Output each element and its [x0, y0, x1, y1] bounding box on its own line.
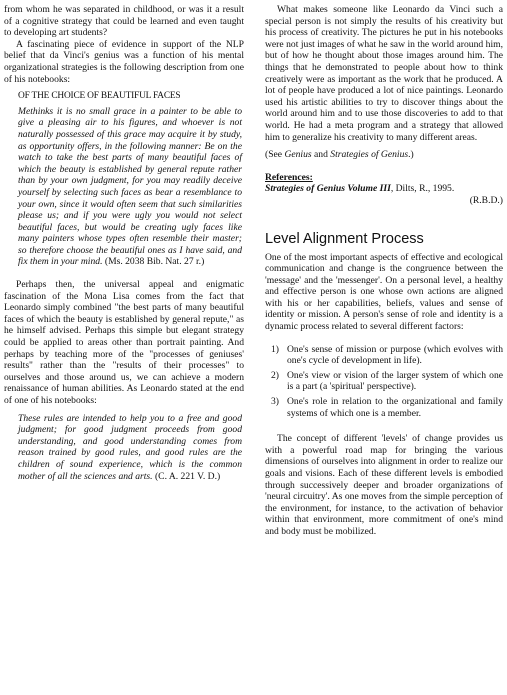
paragraph: The concept of different 'levels' of change provides us with a powerful road map for bringing the various dimensions of ourselves into alignment in order to realize our goals and visions. Each of these different levels is embodied through successively deeper and broader organizations of 'neural circuitry'. As one moves from the simple perception of the environment, for instance, to the activation of behavior within that environment, more commitment of one's mind and body must be mobilized.	[265, 433, 503, 537]
quote-citation: (Ms. 2038 Bib. Nat. 27 r.)	[104, 256, 205, 268]
author-initials: (R.B.D.)	[469, 194, 503, 206]
list-item	[265, 370, 503, 393]
paragraph: What makes someone like Leonardo da Vinci such a special person is not simply the results of his creativity but his process of creativity. The pictures he put in his notebooks were not just images of what he saw in the world around him, but of how he thought about those images around him. The things that he demonstrated to people about how to think creatively were as important as the work that he produced. A lot of people have produced a lot of nice paintings. Leonardo used his artistic abilities to try to discover things about the world around him and to use those discoveries to add to that world. He had a meta program and a strategy that allowed him to generalize his creativity to many different areas.	[265, 4, 503, 143]
quote-text	[18, 106, 242, 268]
reference-entry	[265, 183, 503, 195]
list-text: One's role in relation to the organizational and family systems of which one is a member.	[287, 396, 503, 419]
notebook-quote	[18, 413, 242, 483]
reference-details: , Dilts, R., 1995.	[390, 183, 455, 195]
paragraph: Perhaps then, the universal appeal and enigmatic fascination of the Mona Lisa comes from the fact that Leonardo simply combined "the best parts of many beautiful faces of which the beauty is established by general repute," as he himself advised. Perhaps this simple but elegant strategy could be applied to areas other than portrait painting. And perhaps by teaching more of the "processes of geniuses' results" rather than the "results of their processes" to ourselves and those around us, we can achieve a modern renaissance of human abilities. As Leonardo stated at the end of one of his notebooks:	[4, 279, 244, 406]
see-also	[265, 149, 503, 161]
list-text: One's view or vision of the larger system of which one is a part (a 'spiritual' perspective).	[287, 369, 503, 393]
section-title: Level Alignment Process	[265, 230, 424, 247]
references-heading: References:	[265, 171, 313, 183]
right-column	[265, 4, 503, 538]
list-number: 2)	[271, 369, 279, 381]
list-number: 3)	[271, 396, 279, 408]
see-also-link-genius: Genius	[284, 149, 312, 161]
notebook-quote	[18, 91, 242, 268]
quote-title: OF THE CHOICE OF BEAUTIFUL FACES	[18, 91, 181, 102]
see-also-suffix: .)	[408, 149, 414, 161]
see-also-link-strategies: Strategies of Genius	[330, 149, 409, 161]
paragraph: from whom he was separated in childhood, or was it a result of a cognitive strategy that could be learned and even taught to developing art students?	[4, 4, 244, 39]
reference-title: Strategies of Genius Volume III	[265, 183, 391, 195]
quote-citation: (C. A. 221 V. D.)	[154, 470, 221, 482]
left-column	[4, 4, 244, 482]
quote-text	[18, 413, 242, 483]
quote-body: Methinks it is no small grace in a painter to be able to give a pleasing air to his figures, and whoever is not naturally possessed of this grace may acquire it by study, as opportunity offers, in the following manner: Be on the watch to take the best parts of many beautiful faces of which the beauty is established by general repute rather than by your own judgment, for you may readily deceive yourself by selecting such faces as bear a resemblance to your own, since it would often seem that such similarities please us; and if you were ugly you would not select beautiful faces, but would be creating ugly faces like many painters whose types often resemble their master; so therefore choose the beautiful ones as I have said, and fix them in your mind.	[18, 105, 242, 268]
paragraph: One of the most important aspects of effective and ecological communication and change is the congruence between the 'message' and the 'messenger'. On a personal level, a healthy and effective person is one whose own actions are aligned with his or her capabilities, beliefs, values and sense of identity or mission. A person's sense of role and identity is a dynamic process related to several different factors:	[265, 251, 503, 333]
list-item	[265, 396, 503, 419]
see-also-and: and	[311, 149, 331, 161]
list-item	[265, 344, 503, 367]
factor-list	[265, 344, 503, 420]
list-number: 1)	[271, 343, 279, 355]
quote-body: These rules are intended to help you to a free and good judgment; for good judgment proceeds from good understanding, and good understanding comes from reason trained by good rules, and good rules are the children of sound experience, which is the common mother of all the sciences and arts.	[18, 412, 242, 482]
paragraph: A fascinating piece of evidence in support of the NLP belief that da Vinci's genius was a function of his mental organizational strategies is the following description from one of his notebooks:	[4, 38, 244, 85]
see-also-prefix: (See	[265, 149, 285, 161]
list-text: One's sense of mission or purpose (which evolves with one's cycle of development in life).	[287, 343, 503, 367]
